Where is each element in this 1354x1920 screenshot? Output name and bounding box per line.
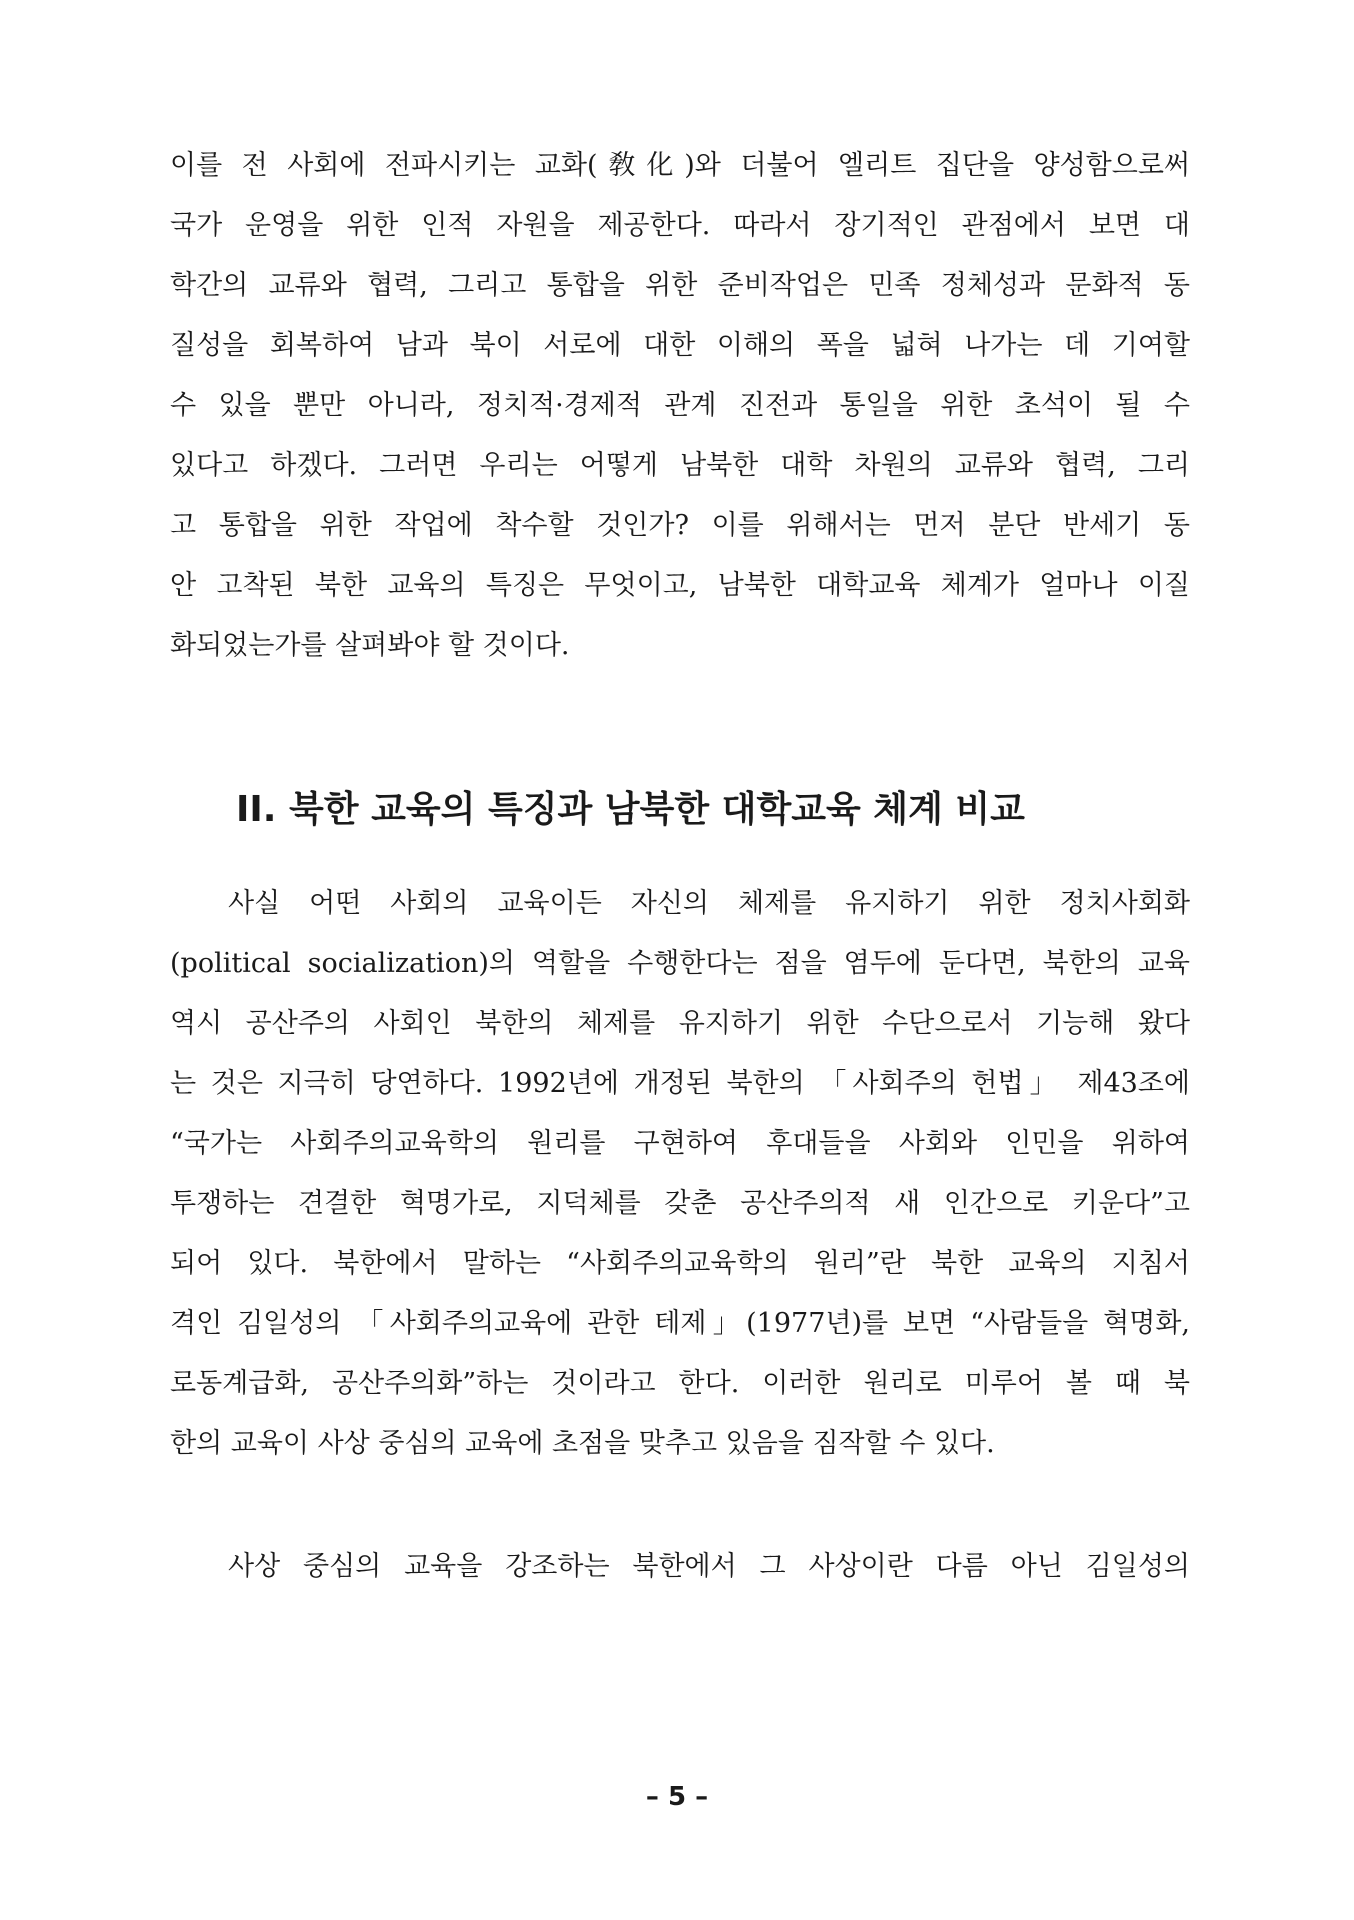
text-line: 이를 전 사회에 전파시키는 교화(敎化)와 더불어 엘리트 집단을 양성함으로써 — [170, 150, 1190, 181]
text-line: 학간의 교류와 협력, 그리고 통합을 위한 준비작업은 민족 정체성과 문화적 동 — [170, 270, 1190, 301]
text-line: 수 있을 뿐만 아니라, 정치적·경제적 관계 진전과 통일을 위한 초석이 될 수 — [170, 390, 1190, 421]
text-line: 투쟁하는 견결한 혁명가로, 지덕체를 갖춘 공산주의적 새 인간으로 키운다”고 — [170, 1188, 1190, 1219]
text-line: 국가 운영을 위한 인적 자원을 제공한다. 따라서 장기적인 관점에서 보면 대 — [170, 210, 1190, 241]
section-heading: II. 북한 교육의 특징과 남북한 대학교육 체계 비교 — [236, 789, 1025, 830]
text-line: 는 것은 지극히 당연하다. 1992년에 개정된 북한의 「사회주의 헌법」 제43조에 — [170, 1068, 1190, 1099]
page-number: – 5 – — [645, 1782, 709, 1812]
text-line: 안 고착된 북한 교육의 특징은 무엇이고, 남북한 대학교육 체계가 얼마나 이질 — [170, 570, 1190, 601]
text-line: “국가는 사회주의교육학의 원리를 구현하여 후대들을 사회와 인민을 위하여 — [170, 1128, 1190, 1159]
text-line: 사상 중심의 교육을 강조하는 북한에서 그 사상이란 다름 아닌 김일성의 — [228, 1551, 1190, 1582]
text-line: 질성을 회복하여 남과 북이 서로에 대한 이해의 폭을 넓혀 나가는 데 기여할 — [170, 330, 1190, 361]
text-line: 역시 공산주의 사회인 북한의 체제를 유지하기 위한 수단으로서 기능해 왔다 — [170, 1008, 1190, 1039]
text-line: 있다고 하겠다. 그러면 우리는 어떻게 남북한 대학 차원의 교류와 협력, 그리 — [170, 450, 1190, 481]
text-line: 사실 어떤 사회의 교육이든 자신의 체제를 유지하기 위한 정치사회화 — [228, 888, 1190, 919]
text-line: 한의 교육이 사상 중심의 교육에 초점을 맞추고 있음을 짐작할 수 있다. — [170, 1428, 995, 1459]
paragraph-characteristics — [170, 874, 1190, 1474]
text-line: 로동계급화, 공산주의화”하는 것이라고 한다. 이러한 원리로 미루어 볼 때 북 — [170, 1368, 1190, 1399]
text-line: 고 통합을 위한 작업에 착수할 것인가? 이를 위해서는 먼저 분단 반세기 동 — [170, 510, 1190, 541]
text-line: 되어 있다. 북한에서 말하는 “사회주의교육학의 원리”란 북한 교육의 지침서 — [170, 1248, 1190, 1279]
text-line: 격인 김일성의 「사회주의교육에 관한 테제」(1977년)를 보면 “사람들을 혁명화, — [170, 1308, 1190, 1339]
paragraph-intro — [170, 136, 1190, 676]
text-line: 화되었는가를 살펴봐야 할 것이다. — [170, 630, 570, 661]
paragraph-ideology — [170, 1537, 1190, 1597]
text-line: (political socialization)의 역할을 수행한다는 점을 염두에 둔다면, 북한의 교육 — [170, 948, 1190, 979]
